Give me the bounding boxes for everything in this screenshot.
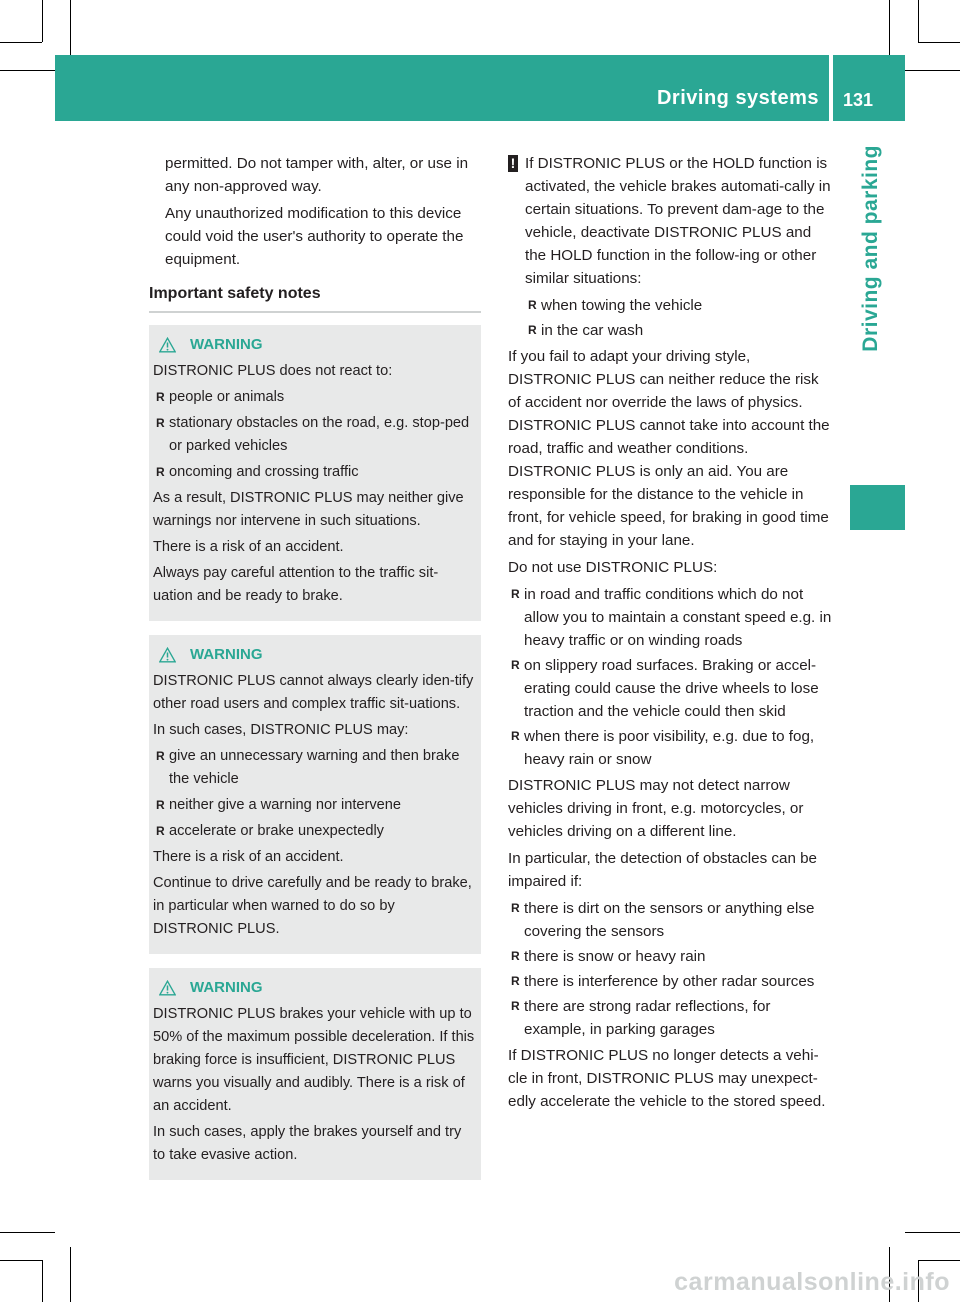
list-item: R stationary obstacles on the road, e.g. stop-ped or parked vehicles xyxy=(153,412,475,458)
chapter-tab-label: Driving and parking xyxy=(859,145,882,352)
section-title: Driving systems xyxy=(656,87,819,109)
warning-box xyxy=(149,635,481,954)
list-item: R there is dirt on the sensors or anything else covering the sensors xyxy=(508,897,835,943)
warning-text: DISTRONIC PLUS cannot always clearly iden-tify other road users and complex traffic sit-uations. xyxy=(153,673,474,712)
body-paragraph: Do not use DISTRONIC PLUS: xyxy=(508,559,718,576)
crop-mark xyxy=(42,1260,43,1302)
warning-text: DISTRONIC PLUS does not react to: xyxy=(153,363,393,379)
exclamation-icon: ! xyxy=(508,155,518,172)
warning-triangle-icon xyxy=(159,337,176,353)
list-item: R when there is poor visibility, e.g. due to fog, heavy rain or snow xyxy=(508,725,835,771)
list-item: R neither give a warning nor intervene xyxy=(153,794,475,817)
crop-mark xyxy=(0,1260,42,1261)
crop-mark xyxy=(918,42,960,43)
header-divider xyxy=(829,55,833,121)
list-item: R accelerate or brake unexpectedly xyxy=(153,820,475,843)
warning-title: WARNING xyxy=(190,646,263,663)
chapter-tab xyxy=(848,145,894,485)
list-item: R oncoming and crossing traffic xyxy=(153,461,475,484)
page-number: 131 xyxy=(843,90,874,110)
body-paragraph: If DISTRONIC PLUS no longer detects a vehi-cle in front, DISTRONIC PLUS may unexpect-edly accelerate the vehicle to the stored speed. xyxy=(508,1047,826,1110)
bullet-list xyxy=(508,583,835,771)
crop-mark xyxy=(70,1247,71,1302)
bullet-list xyxy=(153,745,475,843)
warning-box xyxy=(149,325,481,621)
left-column xyxy=(149,152,481,1194)
bullet-list xyxy=(153,386,475,484)
section-heading: Important safety notes xyxy=(149,285,321,302)
notice-text: If DISTRONIC PLUS or the HOLD function is activated, the vehicle brakes automati-cally in certain situations. To prevent dam-age to the vehicle, deactivate DISTRONIC PLUS and the HOLD function in the follow-ing or other similar situations: xyxy=(525,155,831,287)
heading-divider xyxy=(149,311,481,313)
warning-header xyxy=(159,333,475,356)
list-item: R there is snow or heavy rain xyxy=(508,945,835,968)
warning-text: As a result, DISTRONIC PLUS may neither give warnings nor intervene in such situations. xyxy=(153,490,464,529)
list-item: R on slippery road surfaces. Braking or accel-erating could cause the drive wheels to lose traction and the vehicle could then skid xyxy=(508,654,835,723)
warning-text: In such cases, DISTRONIC PLUS may: xyxy=(153,722,409,738)
list-item: R in the car wash xyxy=(525,319,835,342)
body-paragraph: If you fail to adapt your driving style, DISTRONIC PLUS can neither reduce the risk of accident nor override the laws of physics. DISTRONIC PLUS cannot take into account the road, traffic and weather conditions. DISTRONIC PLUS is only an aid. You are responsible for the distance to the vehicle in front, for vehicle speed, for braking in good time and for staying in your lane. xyxy=(508,348,830,549)
warning-triangle-icon xyxy=(159,980,176,996)
body-paragraph: DISTRONIC PLUS may not detect narrow vehicles driving in front, e.g. motorcycles, or vehicles driving on a different line. xyxy=(508,777,804,840)
list-item: R give an unnecessary warning and then brake the vehicle xyxy=(153,745,475,791)
warning-triangle-icon xyxy=(159,647,176,663)
bullet-list xyxy=(508,897,835,1041)
crop-mark xyxy=(905,70,960,71)
warning-title: WARNING xyxy=(190,979,263,996)
warning-header xyxy=(159,976,475,999)
warning-title: WARNING xyxy=(190,336,263,353)
warning-text: Continue to drive carefully and be ready to brake, in particular when warned to do so by DISTRONIC PLUS. xyxy=(153,875,472,937)
crop-mark xyxy=(70,0,71,55)
warning-text: There is a risk of an accident. xyxy=(153,849,344,865)
warning-header xyxy=(159,643,475,666)
crop-mark xyxy=(918,0,919,42)
list-item: R when towing the vehicle xyxy=(525,294,835,317)
list-item: R people or animals xyxy=(153,386,475,409)
warning-text: DISTRONIC PLUS brakes your vehicle with up to 50% of the maximum possible deceleration. If this braking force is insufficient, DISTRONIC PLUS warns you visually and audibly. There is a risk of an accident. xyxy=(153,1006,475,1114)
intro-paragraph: Any unauthorized modification to this device could void the user's authority to operate the equipment. xyxy=(165,205,464,268)
crop-mark xyxy=(0,42,42,43)
page-header xyxy=(55,55,905,121)
watermark: carmanualsonline.info xyxy=(674,1268,950,1296)
bullet-list xyxy=(525,294,835,342)
crop-mark xyxy=(42,0,43,42)
warning-box xyxy=(149,968,481,1180)
list-item: R in road and traffic conditions which do not allow you to maintain a constant speed e.g. in heavy traffic or on winding roads xyxy=(508,583,835,652)
warning-text: There is a risk of an accident. xyxy=(153,539,344,555)
list-item: R there is interference by other radar sources xyxy=(508,970,835,993)
list-item: R there are strong radar reflections, for example, in parking garages xyxy=(508,995,835,1041)
crop-mark xyxy=(0,70,55,71)
right-column xyxy=(508,152,835,1117)
intro-paragraph: permitted. Do not tamper with, alter, or use in any non-approved way. xyxy=(165,155,469,195)
warning-text: Always pay careful attention to the traffic sit-uation and be ready to brake. xyxy=(153,565,439,604)
notice-block xyxy=(508,152,835,342)
crop-mark xyxy=(905,1232,960,1233)
body-paragraph: In particular, the detection of obstacles can be impaired if: xyxy=(508,850,818,890)
warning-text: In such cases, apply the brakes yourself and try to take evasive action. xyxy=(153,1124,462,1163)
crop-mark xyxy=(889,0,890,55)
crop-mark xyxy=(918,1260,960,1261)
chapter-tab-marker xyxy=(850,485,905,530)
crop-mark xyxy=(0,1232,55,1233)
